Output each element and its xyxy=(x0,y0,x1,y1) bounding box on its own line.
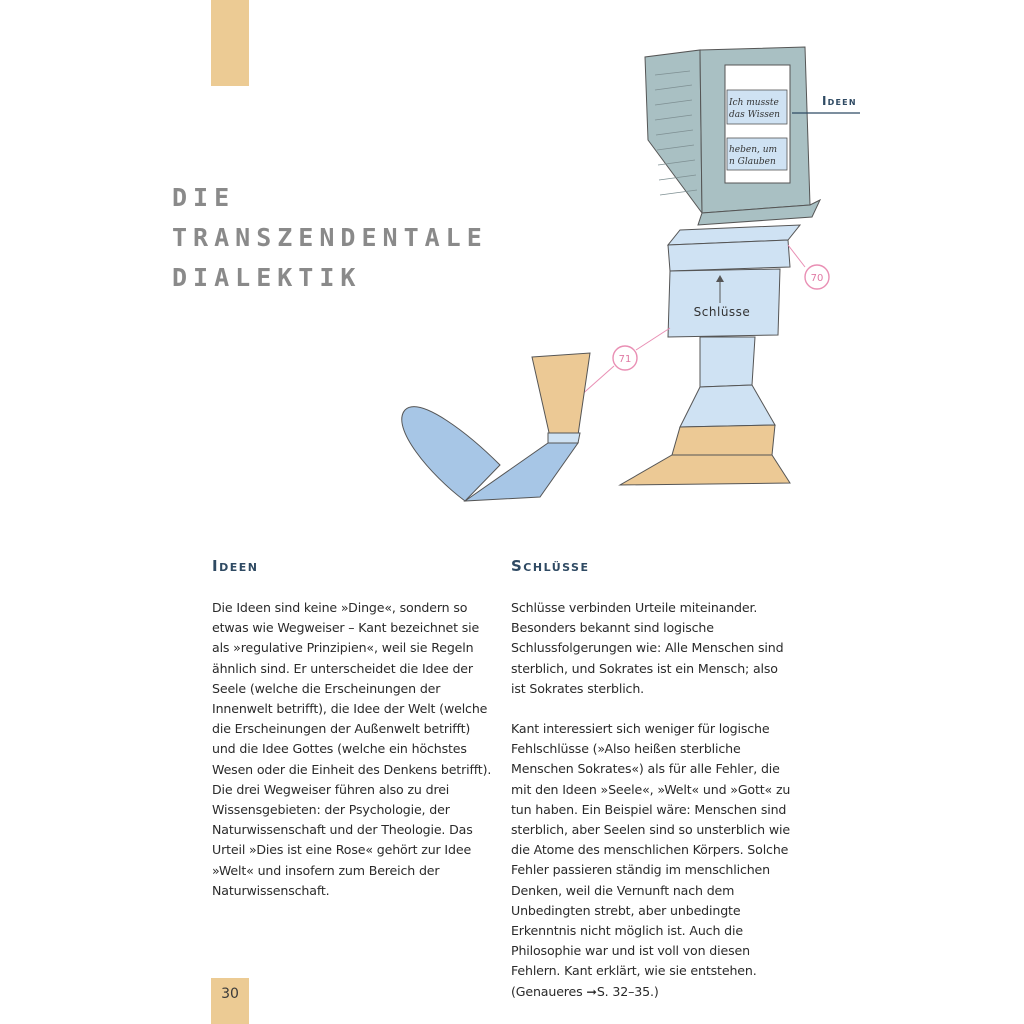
section-heading-schluesse: Schlüsse xyxy=(511,557,590,575)
page-number: 30 xyxy=(221,986,239,1002)
ideen-paragraph-1: Die Ideen sind keine »Dinge«, sondern so etwas wie Wegweiser – Kant bezeichnet sie als »regulative Prinzipien«, weil sie Regeln ähnlich sind. Er unterscheidet die Idee der Seele (welche die Erscheinungen der Innenwelt betrifft), die Idee der Welt (welche die Erscheinungen der Außenwelt betrifft) und die Idee Gottes (welche ein höchstes Wesen oder die Einheit des Denkens betrifft). Die drei Wegweiser führen also zu drei Wissensgebieten: der Psychologie, der Naturwissenschaft und der Theologie. Das Urteil »Dies ist eine Rose« gehört zur Idee »Welt« und insofern zum Bereich der Naturwissenschaft. xyxy=(212,600,492,898)
sign-text-4: n Glauben xyxy=(729,157,776,167)
left-leg-post xyxy=(532,353,590,437)
label-schluesse: Schlüsse xyxy=(693,305,751,319)
leg-upper xyxy=(700,337,755,387)
section-heading-ideen: Ideen xyxy=(212,557,259,575)
section-body-schluesse xyxy=(511,598,791,1022)
sign-text-2: das Wissen xyxy=(729,110,780,120)
section-body-ideen xyxy=(212,598,492,921)
schluesse-paragraph-2: Kant interessiert sich weniger für logische Fehlschlüsse (»Also heißen sterbliche Menschen Sokrates«) als für alle Fehler, die mit den Ideen »Seele«, »Welt« und »Gott« zu tun haben. Ein Beispiel wäre: Menschen sind sterblich, aber Seelen sind so unsterblich wie die Atome des menschlichen Körpers. Solche Fehler passieren ständig im menschlichen Denken, weil die Vernunft nach dem Unbedingten strebt, aber unbedingte Erkenntnis nicht möglich ist. Auch die Philosophie war und ist voll von diesen Fehlern. Kant erklärt, wie sie entstehen. (Genaueres ➞S. 32–35.) xyxy=(511,721,791,999)
leg-lower xyxy=(680,385,775,427)
sign-text-3: heben, um xyxy=(729,145,778,155)
marker-71-label: 71 xyxy=(618,354,632,365)
schluesse-paragraph-1: Schlüsse verbinden Urteile miteinander. Besonders bekannt sind logische Schlussfolgerungen wie: Alle Menschen sind sterblich, und Sokrates ist ein Mensch; also ist Sokrates sterblich. xyxy=(511,600,784,696)
torso-middle xyxy=(668,240,790,271)
marker-70-line xyxy=(788,245,805,267)
title-line-3: DIALEKTIK xyxy=(172,263,362,292)
illustration xyxy=(380,35,870,515)
schluesse-box xyxy=(668,269,780,337)
right-foot-bottom xyxy=(620,455,790,485)
marker-70-label: 70 xyxy=(810,273,824,284)
label-ideen: Ideen xyxy=(822,94,857,108)
frame-back-panel xyxy=(645,50,702,213)
marker-71-line-a xyxy=(636,328,670,350)
left-leg-joint xyxy=(548,433,580,443)
title-line-2: TRANSZENDENTALE xyxy=(172,223,488,252)
right-foot-top xyxy=(672,425,775,455)
sign-text-1: Ich musste xyxy=(729,98,779,108)
title-line-1: DIE xyxy=(172,183,236,212)
top-color-tab xyxy=(211,0,249,86)
